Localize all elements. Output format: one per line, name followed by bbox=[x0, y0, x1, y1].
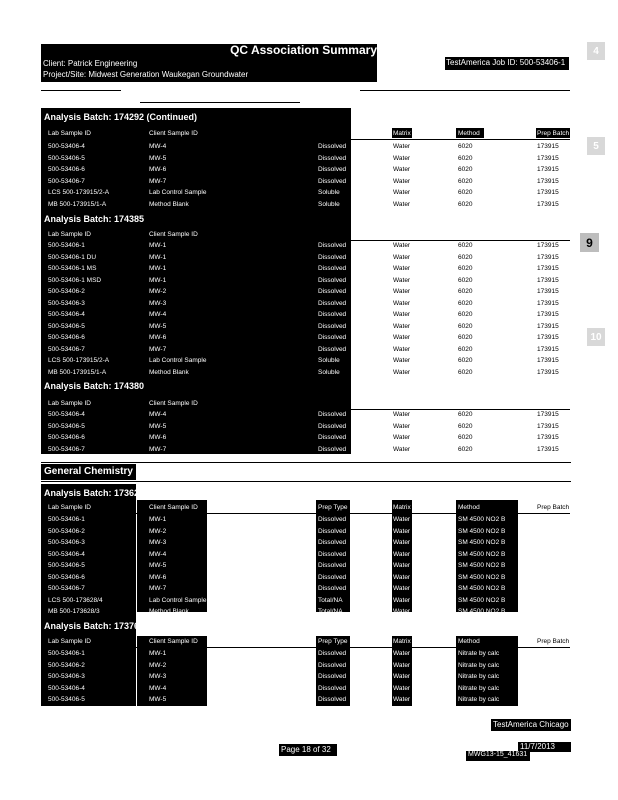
matrix-cell: Water bbox=[393, 288, 411, 295]
table-row bbox=[0, 683, 618, 694]
matrix-cell: Matrix bbox=[393, 130, 411, 137]
prep-type-cell: Dissolved bbox=[318, 661, 347, 669]
table-row bbox=[0, 332, 618, 343]
lab-sample-id-cell: 500-53406-2 bbox=[48, 527, 85, 535]
method-cell: SM 4500 NO2 B bbox=[458, 539, 506, 546]
table-row bbox=[0, 514, 618, 525]
prep-type-cell: Dissolved bbox=[318, 411, 347, 418]
table-row bbox=[0, 153, 618, 164]
prep-type-cell: Prep Type bbox=[318, 231, 348, 238]
lab-sample-id-cell: 500-53406-6 bbox=[48, 334, 85, 341]
matrix-cell: Water bbox=[393, 696, 411, 703]
client-sample-id-cell: MW-2 bbox=[149, 661, 167, 669]
matrix-cell: Water bbox=[393, 585, 411, 592]
matrix-cell: Water bbox=[393, 684, 411, 692]
method-cell: 6020 bbox=[458, 276, 473, 284]
client-sample-id-cell: MW-7 bbox=[149, 345, 167, 353]
table-row bbox=[0, 409, 618, 420]
lab-sample-id-cell: 500-53406-5 bbox=[48, 696, 85, 703]
client-sample-id-cell: MW-1 bbox=[149, 242, 167, 249]
prep-batch-cell: 173915 bbox=[537, 334, 559, 341]
lab-sample-id-cell: 500-53406-5 bbox=[48, 562, 85, 569]
project-label: Project/Site: Midwest Generation Waukegan Groundwater bbox=[43, 70, 249, 79]
matrix-cell: Water bbox=[393, 368, 411, 376]
matrix-cell: Water bbox=[393, 299, 411, 307]
table-row bbox=[0, 595, 618, 606]
lab-sample-id-cell: MB 500-173628/3 bbox=[48, 608, 100, 615]
matrix-cell: Matrix bbox=[393, 504, 411, 511]
client-sample-id-cell: MW-1 bbox=[149, 265, 167, 272]
prep-type-cell: Dissolved bbox=[318, 253, 347, 261]
client-sample-id-cell: MW-3 bbox=[149, 299, 167, 307]
method-cell: Nitrate by calc bbox=[458, 684, 500, 692]
client-sample-id-cell: MW-7 bbox=[149, 445, 167, 453]
prep-type-cell: Dissolved bbox=[318, 550, 347, 558]
lab-sample-id-cell: Lab Sample ID bbox=[48, 130, 91, 137]
lab-sample-id-cell: 500-53406-4 bbox=[48, 684, 85, 692]
prep-type-cell: Dissolved bbox=[318, 527, 347, 535]
table-row bbox=[0, 199, 618, 210]
lab-sample-id-cell: 500-53406-1 bbox=[48, 242, 85, 249]
prep-batch-cell: Prep Batch bbox=[537, 130, 570, 137]
prep-batch-cell: 173915 bbox=[537, 288, 559, 295]
prep-batch-cell: 173915 bbox=[537, 345, 559, 353]
method-cell: SM 4500 NO2 B bbox=[458, 585, 506, 592]
column-header-row bbox=[0, 128, 618, 139]
lab-sample-id-cell: 500-53406-3 bbox=[48, 299, 85, 307]
table-row bbox=[0, 141, 618, 152]
client-sample-id-cell: MW-7 bbox=[149, 585, 167, 592]
section-title: Analysis Batch: 173628 bbox=[44, 488, 145, 498]
matrix-cell: Water bbox=[393, 276, 411, 284]
method-cell: SM 4500 NO2 B bbox=[458, 527, 506, 535]
prep-batch-cell: 173915 bbox=[537, 311, 559, 318]
lab-sample-id-cell: 500-53406-7 bbox=[48, 585, 85, 592]
table-row bbox=[0, 321, 618, 332]
table-row bbox=[0, 176, 618, 187]
prep-batch-cell: Prep Batch bbox=[537, 504, 570, 511]
method-cell: 6020 bbox=[458, 189, 473, 196]
prep-type-cell: Dissolved bbox=[318, 143, 347, 150]
client-sample-id-cell: Client Sample ID bbox=[149, 231, 198, 238]
prep-type-cell: Dissolved bbox=[318, 276, 347, 284]
matrix-cell: Water bbox=[393, 177, 411, 185]
prep-type-cell: Total/NA bbox=[318, 596, 343, 604]
table-row bbox=[0, 606, 618, 617]
table-row bbox=[0, 560, 618, 571]
method-cell: Method bbox=[458, 504, 480, 511]
method-cell: 6020 bbox=[458, 299, 473, 307]
method-cell: Nitrate by calc bbox=[458, 650, 500, 657]
prep-type-cell: Dissolved bbox=[318, 673, 347, 680]
method-cell: Method bbox=[458, 130, 480, 137]
table-row bbox=[0, 275, 618, 286]
lab-sample-id-cell: 500-53406-7 bbox=[48, 345, 85, 353]
matrix-cell: Water bbox=[393, 550, 411, 558]
footer-page: Page 18 of 32 bbox=[281, 745, 331, 754]
prep-batch-cell: 173915 bbox=[537, 177, 559, 185]
lab-sample-id-cell: 500-53406-2 bbox=[48, 661, 85, 669]
table-row bbox=[0, 240, 618, 251]
prep-type-cell: Dissolved bbox=[318, 334, 347, 341]
lab-sample-id-cell: MB 500-173915/1-A bbox=[48, 368, 107, 376]
section-title: Analysis Batch: 174380 bbox=[44, 381, 145, 391]
client-sample-id-cell: MW-5 bbox=[149, 562, 167, 569]
method-cell: 6020 bbox=[458, 154, 473, 162]
prep-type-cell: Soluble bbox=[318, 189, 340, 196]
client-sample-id-cell: Client Sample ID bbox=[149, 400, 198, 407]
client-sample-id-cell: Client Sample ID bbox=[149, 504, 198, 511]
table-row bbox=[0, 421, 618, 432]
client-sample-id-cell: MW-1 bbox=[149, 516, 167, 523]
prep-type-cell: Soluble bbox=[318, 357, 340, 364]
prep-type-cell: Dissolved bbox=[318, 573, 347, 581]
method-cell: Nitrate by calc bbox=[458, 661, 500, 669]
matrix-cell: Water bbox=[393, 596, 411, 604]
prep-batch-cell: 173915 bbox=[537, 357, 559, 364]
prep-type-cell: Total/NA bbox=[318, 608, 343, 615]
client-sample-id-cell: MW-2 bbox=[149, 288, 167, 295]
gc-title: General Chemistry bbox=[44, 466, 133, 477]
lab-sample-id-cell: Lab Sample ID bbox=[48, 638, 91, 645]
client-sample-id-cell: MW-3 bbox=[149, 673, 167, 680]
matrix-cell: Matrix bbox=[393, 231, 411, 238]
lab-sample-id-cell: 500-53406-2 bbox=[48, 288, 85, 295]
table-row bbox=[0, 164, 618, 175]
matrix-cell: Water bbox=[393, 539, 411, 546]
method-cell: 6020 bbox=[458, 177, 473, 185]
prep-type-cell: Dissolved bbox=[318, 242, 347, 249]
page-title: QC Association Summary bbox=[230, 43, 377, 57]
prep-type-cell: Dissolved bbox=[318, 562, 347, 569]
prep-type-cell: Dissolved bbox=[318, 299, 347, 307]
matrix-cell: Water bbox=[393, 562, 411, 569]
client-sample-id-cell: MW-6 bbox=[149, 573, 167, 581]
table-row bbox=[0, 286, 618, 297]
method-cell: Method bbox=[458, 400, 480, 407]
client-sample-id-cell: MW-1 bbox=[149, 650, 167, 657]
prep-batch-cell: 173915 bbox=[537, 154, 559, 162]
client-sample-id-cell: Method Blank bbox=[149, 368, 189, 376]
prep-type-cell: Soluble bbox=[318, 368, 340, 376]
column-header-row bbox=[0, 229, 618, 240]
client-sample-id-cell: MW-5 bbox=[149, 696, 167, 703]
lab-sample-id-cell: 500-53406-6 bbox=[48, 573, 85, 581]
matrix-cell: Water bbox=[393, 322, 411, 330]
table-row bbox=[0, 367, 618, 378]
prep-batch-cell: Prep Batch bbox=[537, 638, 570, 645]
matrix-cell: Water bbox=[393, 608, 411, 615]
matrix-cell: Water bbox=[393, 650, 411, 657]
client-sample-id-cell: MW-4 bbox=[149, 143, 167, 150]
client-sample-id-cell: MW-6 bbox=[149, 334, 167, 341]
matrix-cell: Water bbox=[393, 189, 411, 196]
side-tab-9[interactable]: 9 bbox=[580, 233, 599, 252]
table-row bbox=[0, 309, 618, 320]
prep-type-cell: Dissolved bbox=[318, 696, 347, 703]
table-row bbox=[0, 526, 618, 537]
prep-type-cell: Dissolved bbox=[318, 322, 347, 330]
client-sample-id-cell: MW-6 bbox=[149, 166, 167, 173]
method-cell: SM 4500 NO2 B bbox=[458, 516, 506, 523]
matrix-cell: Matrix bbox=[393, 400, 411, 407]
lab-sample-id-cell: 500-53406-1 bbox=[48, 516, 85, 523]
lab-sample-id-cell: Lab Sample ID bbox=[48, 400, 91, 407]
prep-batch-cell: Prep Batch bbox=[537, 231, 570, 238]
matrix-cell: Water bbox=[393, 422, 411, 430]
method-cell: 6020 bbox=[458, 242, 473, 249]
matrix-cell: Water bbox=[393, 265, 411, 272]
lab-sample-id-cell: 500-53406-4 bbox=[48, 143, 85, 150]
matrix-cell: Water bbox=[393, 673, 411, 680]
header-underline bbox=[48, 139, 570, 140]
lab-sample-id-cell: MB 500-173915/1-A bbox=[48, 200, 107, 208]
matrix-cell: Water bbox=[393, 516, 411, 523]
lab-sample-id-cell: 500-53406-6 bbox=[48, 166, 85, 173]
method-cell: 6020 bbox=[458, 422, 473, 430]
matrix-cell: Water bbox=[393, 253, 411, 261]
prep-batch-cell: 173915 bbox=[537, 200, 559, 208]
client-sample-id-cell: Lab Control Sample bbox=[149, 596, 207, 604]
matrix-cell: Water bbox=[393, 527, 411, 535]
method-cell: 6020 bbox=[458, 334, 473, 341]
lab-sample-id-cell: LCS 500-173628/4 bbox=[48, 596, 103, 604]
lab-sample-id-cell: 500-53406-3 bbox=[48, 539, 85, 546]
matrix-cell: Water bbox=[393, 242, 411, 249]
lab-sample-id-cell: 500-53406-1 bbox=[48, 650, 85, 657]
matrix-cell: Water bbox=[393, 434, 411, 441]
table-row bbox=[0, 263, 618, 274]
prep-batch-cell: 173915 bbox=[537, 434, 559, 441]
prep-type-cell: Dissolved bbox=[318, 650, 347, 657]
matrix-cell: Water bbox=[393, 573, 411, 581]
method-cell: 6020 bbox=[458, 322, 473, 330]
prep-type-cell: Dissolved bbox=[318, 311, 347, 318]
prep-batch-cell: 173915 bbox=[537, 322, 559, 330]
lab-sample-id-cell: 500-53406-5 bbox=[48, 154, 85, 162]
prep-type-cell: Dissolved bbox=[318, 265, 347, 272]
separator bbox=[140, 102, 300, 103]
method-cell: 6020 bbox=[458, 143, 473, 150]
prep-type-cell: Prep Type bbox=[318, 400, 348, 407]
lab-sample-id-cell: 500-53406-1 MS bbox=[48, 265, 97, 272]
prep-batch-cell: 173915 bbox=[537, 265, 559, 272]
prep-type-cell: Dissolved bbox=[318, 166, 347, 173]
table-row bbox=[0, 660, 618, 671]
prep-type-cell: Dissolved bbox=[318, 345, 347, 353]
lab-sample-id-cell: 500-53406-7 bbox=[48, 177, 85, 185]
prep-batch-cell: 173915 bbox=[537, 411, 559, 418]
prep-batch-cell: 173915 bbox=[537, 189, 559, 196]
matrix-cell: Water bbox=[393, 311, 411, 318]
lab-sample-id-cell: 500-53406-6 bbox=[48, 434, 85, 441]
method-cell: Nitrate by calc bbox=[458, 673, 500, 680]
method-cell: SM 4500 NO2 B bbox=[458, 550, 506, 558]
table-row bbox=[0, 252, 618, 263]
prep-type-cell: Prep Type bbox=[318, 504, 348, 511]
client-sample-id-cell: MW-5 bbox=[149, 322, 167, 330]
table-row bbox=[0, 344, 618, 355]
matrix-cell: Water bbox=[393, 411, 411, 418]
table-row bbox=[0, 187, 618, 198]
client-sample-id-cell: Lab Control Sample bbox=[149, 357, 207, 364]
matrix-cell: Water bbox=[393, 166, 411, 173]
prep-type-cell: Dissolved bbox=[318, 177, 347, 185]
method-cell: 6020 bbox=[458, 411, 473, 418]
client-sample-id-cell: Method Blank bbox=[149, 608, 189, 615]
method-cell: Method bbox=[458, 638, 480, 645]
side-tab-4[interactable]: 4 bbox=[587, 42, 605, 60]
prep-batch-cell: 173915 bbox=[537, 422, 559, 430]
method-cell: Method bbox=[458, 231, 480, 238]
client-sample-id-cell: MW-4 bbox=[149, 550, 167, 558]
prep-type-cell: Dissolved bbox=[318, 539, 347, 546]
method-cell: SM 4500 NO2 B bbox=[458, 562, 506, 569]
client-sample-id-cell: MW-1 bbox=[149, 276, 167, 284]
job-id: TestAmerica Job ID: 500-53406-1 bbox=[446, 58, 566, 67]
table-row bbox=[0, 355, 618, 366]
matrix-cell: Water bbox=[393, 143, 411, 150]
prep-type-cell: Dissolved bbox=[318, 445, 347, 453]
client-sample-id-cell: MW-5 bbox=[149, 422, 167, 430]
prep-type-cell: Dissolved bbox=[318, 422, 347, 430]
table-row bbox=[0, 549, 618, 560]
method-cell: 6020 bbox=[458, 311, 473, 318]
section-title: Analysis Batch: 174292 (Continued) bbox=[44, 112, 198, 122]
client-sample-id-cell: Client Sample ID bbox=[149, 130, 198, 137]
section-title: Analysis Batch: 174385 bbox=[44, 214, 145, 224]
method-cell: 6020 bbox=[458, 265, 473, 272]
client-sample-id-cell: MW-7 bbox=[149, 177, 167, 185]
method-cell: 6020 bbox=[458, 445, 473, 453]
method-cell: SM 4500 NO2 B bbox=[458, 573, 506, 581]
client-sample-id-cell: MW-5 bbox=[149, 154, 167, 162]
lab-sample-id-cell: 500-53406-1 DU bbox=[48, 253, 97, 261]
client-sample-id-cell: MW-4 bbox=[149, 311, 167, 318]
column-header-row bbox=[0, 502, 618, 513]
side-tab-10[interactable]: 10 bbox=[587, 328, 605, 346]
client-sample-id-cell: Lab Control Sample bbox=[149, 189, 207, 196]
method-cell: 6020 bbox=[458, 368, 473, 376]
footer-date: 11/7/2013 bbox=[520, 742, 555, 751]
prep-batch-cell: 173915 bbox=[537, 166, 559, 173]
matrix-cell: Water bbox=[393, 661, 411, 669]
section-title: Analysis Batch: 173766 bbox=[44, 621, 145, 631]
lab-sample-id-cell: 500-53406-5 bbox=[48, 322, 85, 330]
prep-type-cell: Dissolved bbox=[318, 516, 347, 523]
method-cell: 6020 bbox=[458, 200, 473, 208]
table-row bbox=[0, 648, 618, 659]
prep-type-cell: Dissolved bbox=[318, 288, 347, 295]
table-row bbox=[0, 537, 618, 548]
separator bbox=[41, 90, 121, 91]
footer-doc-id: MWG13-15_41631 bbox=[468, 751, 528, 758]
method-cell: 6020 bbox=[458, 166, 473, 173]
column-header-row bbox=[0, 398, 618, 409]
matrix-cell: Water bbox=[393, 445, 411, 453]
prep-type-cell: Prep Type bbox=[318, 638, 348, 645]
matrix-cell: Water bbox=[393, 154, 411, 162]
prep-batch-cell: 173915 bbox=[537, 445, 559, 453]
lab-sample-id-cell: LCS 500-173915/2-A bbox=[48, 357, 110, 364]
prep-batch-cell: Prep Batch bbox=[537, 400, 570, 407]
prep-type-cell: Soluble bbox=[318, 200, 340, 208]
footer-company: TestAmerica Chicago bbox=[493, 720, 569, 729]
prep-type-cell: Dissolved bbox=[318, 154, 347, 162]
method-cell: SM 4500 NO2 B bbox=[458, 596, 506, 604]
separator bbox=[360, 90, 570, 91]
method-cell: SM 4500 NO2 B bbox=[458, 608, 506, 615]
prep-batch-cell: 173915 bbox=[537, 299, 559, 307]
lab-sample-id-cell: 500-53406-1 MSD bbox=[48, 276, 102, 284]
lab-sample-id-cell: 500-53406-4 bbox=[48, 411, 85, 418]
matrix-cell: Water bbox=[393, 334, 411, 341]
method-cell: 6020 bbox=[458, 288, 473, 295]
prep-batch-cell: 173915 bbox=[537, 368, 559, 376]
client-sample-id-cell: MW-1 bbox=[149, 253, 167, 261]
lab-sample-id-cell: 500-53406-4 bbox=[48, 550, 85, 558]
separator bbox=[41, 462, 571, 463]
table-row bbox=[0, 444, 618, 455]
separator bbox=[41, 481, 571, 482]
prep-type-cell: Dissolved bbox=[318, 684, 347, 692]
table-row bbox=[0, 572, 618, 583]
table-row bbox=[0, 298, 618, 309]
lab-sample-id-cell: Lab Sample ID bbox=[48, 231, 91, 238]
prep-type-cell: Prep Type bbox=[318, 130, 348, 137]
side-tab-5[interactable]: 5 bbox=[587, 137, 605, 155]
client-sample-id-cell: MW-4 bbox=[149, 684, 167, 692]
prep-batch-cell: 173915 bbox=[537, 276, 559, 284]
column-header-row bbox=[0, 636, 618, 647]
prep-batch-cell: 173915 bbox=[537, 143, 559, 150]
lab-sample-id-cell: 500-53406-5 bbox=[48, 422, 85, 430]
table-row bbox=[0, 694, 618, 705]
client-sample-id-cell: Method Blank bbox=[149, 200, 189, 208]
client-sample-id-cell: MW-6 bbox=[149, 434, 167, 441]
lab-sample-id-cell: Lab Sample ID bbox=[48, 504, 91, 511]
method-cell: Nitrate by calc bbox=[458, 696, 500, 703]
table-row bbox=[0, 583, 618, 594]
matrix-cell: Water bbox=[393, 200, 411, 208]
lab-sample-id-cell: 500-53406-4 bbox=[48, 311, 85, 318]
table-row bbox=[0, 432, 618, 443]
matrix-cell: Water bbox=[393, 345, 411, 353]
prep-type-cell: Dissolved bbox=[318, 585, 347, 592]
lab-sample-id-cell: 500-53406-7 bbox=[48, 445, 85, 453]
prep-batch-cell: 173915 bbox=[537, 253, 559, 261]
client-sample-id-cell: MW-4 bbox=[149, 411, 167, 418]
matrix-cell: Water bbox=[393, 357, 411, 364]
client-label: Client: Patrick Engineering bbox=[43, 59, 138, 68]
client-sample-id-cell: MW-3 bbox=[149, 539, 167, 546]
method-cell: 6020 bbox=[458, 357, 473, 364]
prep-batch-cell: 173915 bbox=[537, 242, 559, 249]
matrix-cell: Matrix bbox=[393, 638, 411, 645]
lab-sample-id-cell: 500-53406-3 bbox=[48, 673, 85, 680]
method-cell: 6020 bbox=[458, 434, 473, 441]
table-row bbox=[0, 671, 618, 682]
client-sample-id-cell: Client Sample ID bbox=[149, 638, 198, 645]
method-cell: 6020 bbox=[458, 253, 473, 261]
client-sample-id-cell: MW-2 bbox=[149, 527, 167, 535]
lab-sample-id-cell: LCS 500-173915/2-A bbox=[48, 189, 110, 196]
prep-type-cell: Dissolved bbox=[318, 434, 347, 441]
method-cell: 6020 bbox=[458, 345, 473, 353]
